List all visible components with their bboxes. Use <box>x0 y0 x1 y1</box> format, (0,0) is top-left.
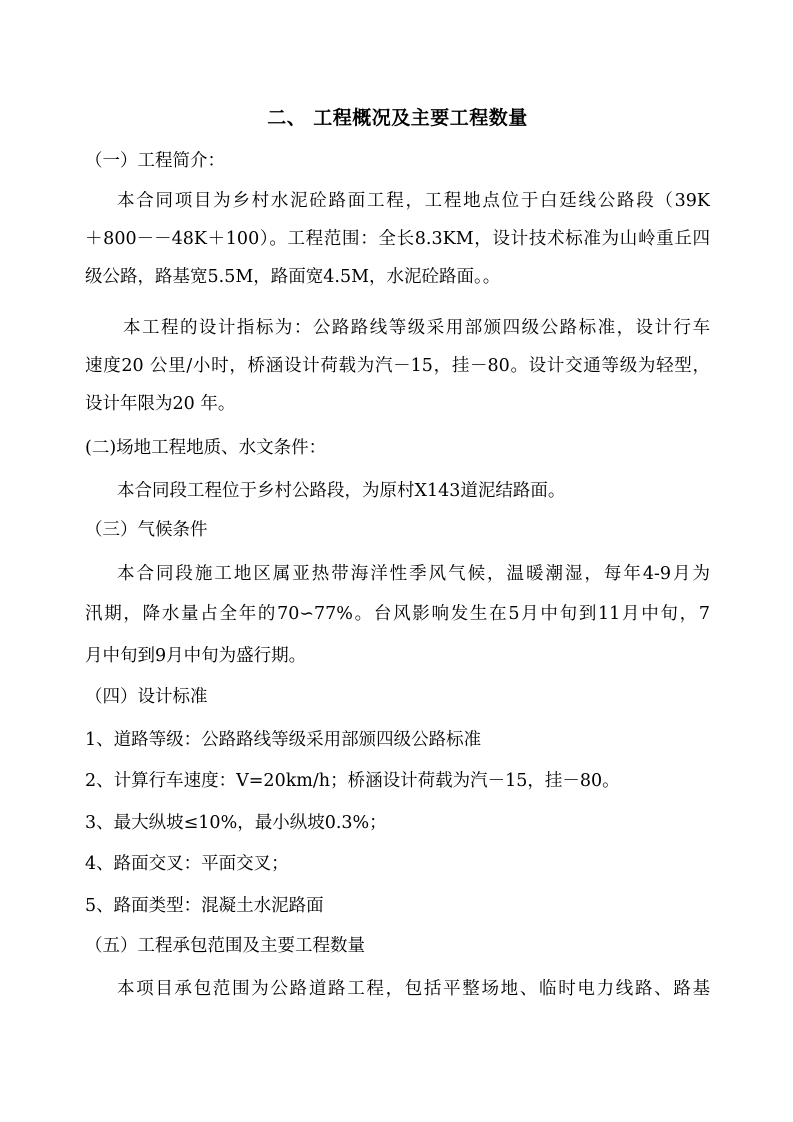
paragraph-line: 汛期，降水量占全年的70∽77%。台风影响发生在5月中旬到11月中旬，7 <box>85 604 710 624</box>
paragraph-line: ＋800－－48K＋100）。工程范围：全长8.3KM，设计技术标准为山岭重丘四 <box>85 229 710 249</box>
page-title: 二、 工程概况及主要工程数量 <box>267 107 528 129</box>
paragraph-line: 本工程的设计指标为：公路路线等级采用部颁四级公路标准，设计行车 <box>123 318 710 338</box>
paragraph-line: 速度20 公里/小时，桥涵设计荷载为汽－15，挂－80。设计交通等级为轻型， <box>85 356 710 376</box>
paragraph-line: 设计年限为20 年。 <box>85 394 236 414</box>
section-heading-3: （三）气候条件 <box>85 520 208 540</box>
paragraph-line: 月中旬到9月中旬为盛行期。 <box>85 646 307 666</box>
list-item: 2、计算行车速度：V=20km/h；桥涵设计荷载为汽－15，挂－80。 <box>85 771 620 791</box>
section-heading-1: （一）工程简介： <box>85 151 225 171</box>
paragraph-line: 本合同段施工地区属亚热带海洋性季风气候，温暖潮湿，每年4-9月为 <box>117 564 710 584</box>
list-item: 3、最大纵坡≤10%，最小纵坡0.3%； <box>85 813 387 833</box>
list-item: 1、道路等级：公路路线等级采用部颁四级公路标准 <box>85 730 482 750</box>
paragraph-line: 级公路，路基宽5.5M，路面宽4.5M，水泥砼路面。。 <box>85 267 501 287</box>
paragraph-line: 本合同项目为乡村水泥砼路面工程，工程地点位于白廷线公路段（39K <box>117 191 710 211</box>
section-heading-5: （五）工程承包范围及主要工程数量 <box>85 936 365 956</box>
list-item: 4、路面交叉：平面交叉； <box>85 854 289 874</box>
paragraph-line: 本合同段工程位于乡村公路段，为原村X143道泥结路面。 <box>117 481 566 501</box>
list-item: 5、路面类型：混凝土水泥路面 <box>85 896 324 916</box>
section-heading-4: （四）设计标准 <box>85 687 208 707</box>
section-heading-2: (二)场地工程地质、水文条件： <box>85 438 327 458</box>
paragraph-line: 本项目承包范围为公路道路工程，包括平整场地、临时电力线路、路基 <box>117 979 710 999</box>
